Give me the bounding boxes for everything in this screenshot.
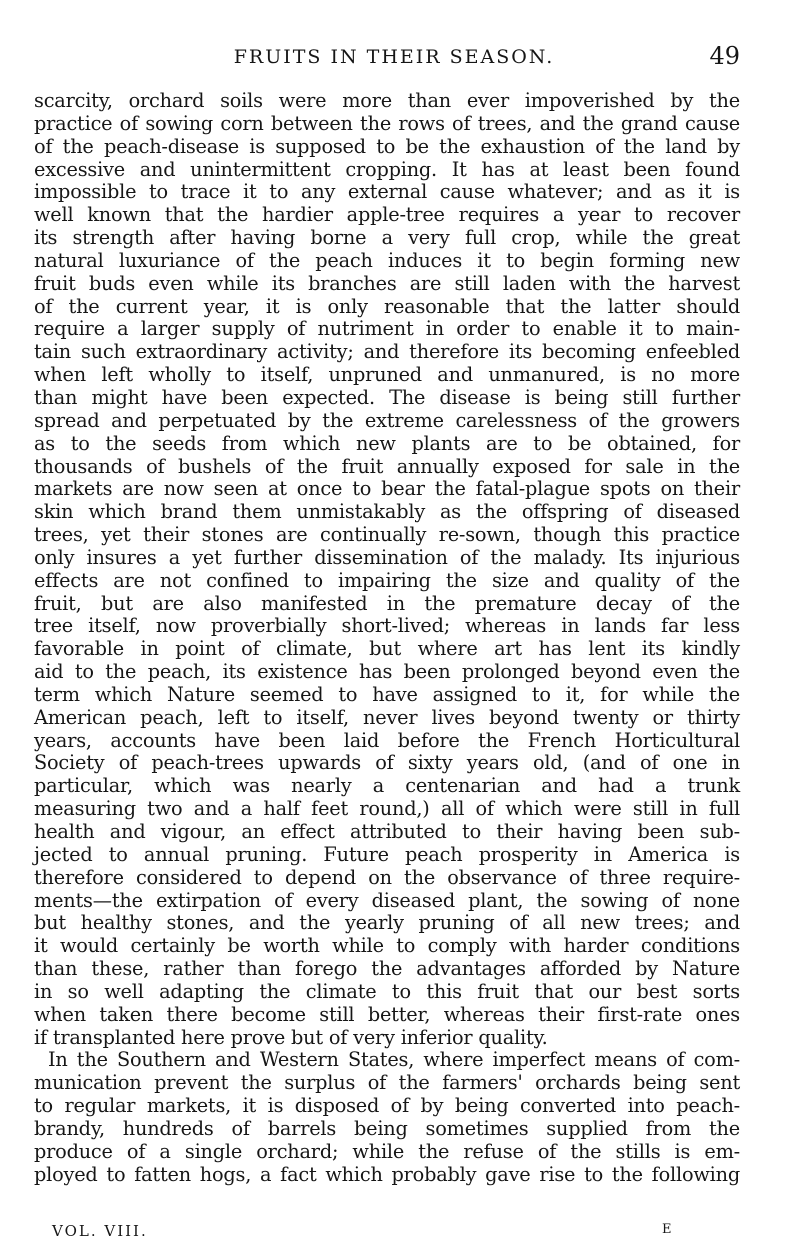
- text-line: if transplanted here prove but of very inferior quality.: [34, 1025, 548, 1049]
- text-line: health and vigour, an effect attributed to their having been sub-: [34, 820, 740, 843]
- text-line: well known that the hardier apple-tree requires a year to recover: [34, 203, 740, 227]
- text-line: particular, which was nearly a centenarian and had a trunk: [34, 774, 740, 798]
- text-line: of the current year, it is only reasonable that the latter should: [34, 294, 740, 318]
- running-head: [0, 42, 788, 72]
- text-line: Society of peach-trees upwards of sixty years old, (and of one in: [34, 751, 740, 775]
- text-line: but healthy stones, and the yearly pruning of all new trees; and: [34, 911, 740, 935]
- text-line: its strength after having borne a very full crop, while the great: [34, 226, 740, 250]
- text-line: thousands of bushels of the fruit annually exposed for sale in the: [34, 454, 740, 478]
- text-line: of the peach-disease is supposed to be the exhaustion of the land by: [34, 134, 740, 158]
- running-title: FRUITS IN THEIR SEASON.: [233, 46, 555, 68]
- signature-mark: E: [662, 1222, 672, 1237]
- text-line: when taken there become still better, whereas their first-rate ones: [34, 1002, 740, 1026]
- text-line: produce of a single orchard; while the refuse of the stills is em-: [34, 1139, 740, 1163]
- text-line: tain such extraordinary activity; and therefore its becoming enfeebled: [34, 340, 740, 364]
- text-line: to regular markets, it is disposed of by being converted into peach-: [34, 1094, 740, 1118]
- text-line: munication prevent the surplus of the farmers' orchards being sent: [34, 1071, 740, 1095]
- text-line: skin which brand them unmistakably as the offspring of diseased: [34, 500, 740, 524]
- text-line: American peach, left to itself, never lives beyond twenty or thirty: [34, 705, 740, 729]
- volume-label: VOL. VIII.: [52, 1222, 148, 1240]
- text-line: markets are now seen at once to bear the fatal-plague spots on their: [34, 477, 740, 501]
- text-line: practice of sowing corn between the rows of trees, and the grand cause: [34, 111, 740, 135]
- text-line: than these, rather than forego the advantages afforded by Nature: [34, 957, 740, 981]
- body-text: [34, 90, 740, 1187]
- text-line: natural luxuriance of the peach induces it to begin forming new: [34, 248, 740, 272]
- text-line: trees, yet their stones are continually re-sown, though this practice: [34, 523, 740, 547]
- text-line: therefore considered to depend on the observance of three require-: [34, 865, 740, 889]
- text-line: tree itself, now proverbially short-lived; whereas in lands far less: [34, 614, 740, 638]
- text-line: excessive and unintermittent cropping. It has at least been found: [34, 157, 740, 181]
- text-line: spread and perpetuated by the extreme carelessness of the growers: [34, 408, 740, 432]
- text-line: ployed to fatten hogs, a fact which probably gave rise to the following: [34, 1162, 740, 1186]
- text-line: impossible to trace it to any external cause whatever; and as it is: [34, 180, 740, 204]
- text-line: ments—the extirpation of every diseased plant, the sowing of none: [34, 888, 740, 912]
- text-line: years, accounts have been laid before the French Horticultural: [34, 728, 740, 752]
- text-line: fruit buds even while its branches are still laden with the harvest: [34, 271, 740, 295]
- text-line: as to the seeds from which new plants are to be obtained, for: [34, 431, 740, 455]
- text-line: scarcity, orchard soils were more than ever impoverished by the: [34, 89, 740, 112]
- text-line: than might have been expected. The disease is being still further: [34, 385, 740, 409]
- text-line: in so well adapting the climate to this fruit that our best sorts: [34, 979, 740, 1003]
- text-line: brandy, hundreds of barrels being sometimes supplied from the: [34, 1116, 740, 1140]
- text-line: In the Southern and Western States, where imperfect means of com-: [48, 1048, 740, 1072]
- text-line: require a larger supply of nutriment in order to enable it to main-: [34, 317, 740, 341]
- text-line: measuring two and a half feet round,) all of which were still in full: [34, 797, 740, 821]
- text-line: aid to the peach, its existence has been prolonged beyond even the: [34, 660, 740, 684]
- page-footer: [0, 1222, 788, 1242]
- text-line: it would certainly be worth while to comply with harder conditions: [34, 934, 740, 958]
- text-line: favorable in point of climate, but where art has lent its kindly: [34, 637, 740, 661]
- page-number: 49: [709, 42, 740, 70]
- text-line: jected to annual pruning. Future peach prosperity in America is: [34, 842, 740, 866]
- text-line: effects are not confined to impairing the size and quality of the: [34, 568, 740, 592]
- text-line: only insures a yet further dissemination of the malady. Its injurious: [34, 545, 740, 569]
- text-line: when left wholly to itself, unpruned and unmanured, is no more: [34, 363, 740, 387]
- text-line: term which Nature seemed to have assigned to it, for while the: [34, 682, 740, 706]
- text-line: fruit, but are also manifested in the premature decay of the: [34, 591, 740, 615]
